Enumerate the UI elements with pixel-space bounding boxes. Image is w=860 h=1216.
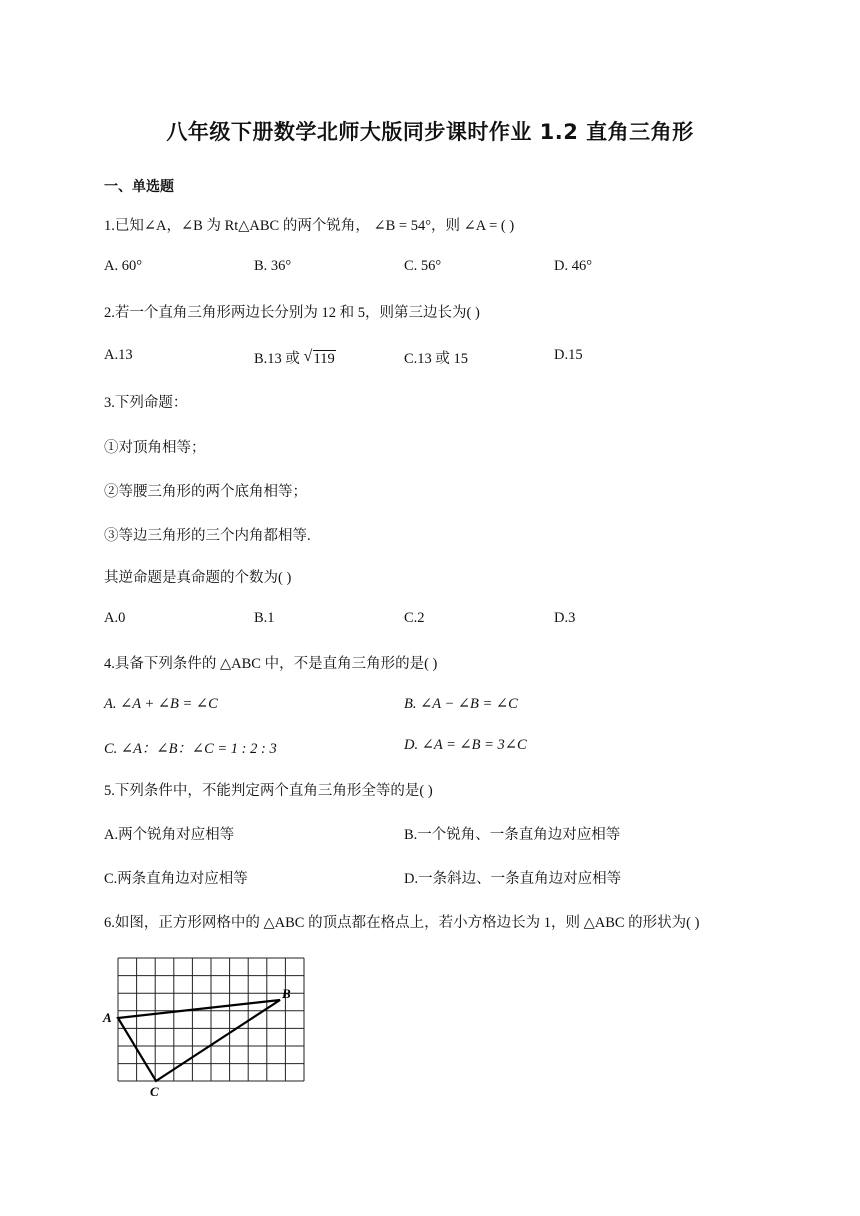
question-3-option-a: A.0 [104,610,126,626]
question-5-option-a: A.两个锐角对应相等 [104,827,235,843]
question-6-stem: 6.如图，正方形网格中的 △ABC 的顶点都在格点上，若小方格边长为 1，则 △ABC 的形状为( ) [104,915,700,931]
question-5-option-d: D.一条斜边、一条直角边对应相等 [404,871,622,887]
question-3-prop-1: ①对顶角相等； [104,440,206,456]
section-heading: 一、单选题 [104,179,174,195]
question-4-option-c: C. ∠A：∠B：∠C = 1 : 2 : 3 [104,741,277,757]
vertex-label-a: A [103,1010,112,1025]
question-4-option-b: B. ∠A − ∠B = ∠C [404,696,518,712]
question-5-option-c: C.两条直角边对应相等 [104,871,248,887]
radicand: 119 [313,351,335,367]
grid-triangle-figure [100,950,320,1100]
question-2-option-a: A.13 [104,347,133,363]
question-2-option-c: C.13 或 15 [404,351,469,367]
question-2-stem: 2.若一个直角三角形两边长分别为 12 和 5，则第三边长为( ) [104,305,480,321]
question-1-option-c: C. 56° [404,258,442,274]
vertex-label-b: B [282,986,291,1001]
question-3-option-c: C.2 [404,610,425,626]
question-4-option-a: A. ∠A + ∠B = ∠C [104,696,218,712]
question-4-stem: 4.具备下列条件的 △ABC 中，不是直角三角形的是( ) [104,656,438,672]
triangle-abc [118,1000,280,1081]
question-3-stem: 3.下列命题： [104,395,188,411]
question-2-option-b-text: B.13 或 [254,351,300,367]
question-3-option-b: B.1 [254,610,275,626]
question-1-stem: 1.已知∠A，∠B 为 Rt△ABC 的两个锐角， ∠B = 54°，则 ∠A = ( ) [104,218,515,234]
question-2-option-b [254,347,336,368]
question-3-prop-3: ③等边三角形的三个内角都相等. [104,528,311,544]
question-3-prop-2: ②等腰三角形的两个底角相等； [104,484,307,500]
vertex-label-c: C [150,1084,159,1099]
question-3-option-d: D.3 [554,610,576,626]
sqrt-symbol: √ 119 [303,348,335,367]
question-3-ask: 其逆命题是真命题的个数为( ) [104,570,292,586]
question-5-stem: 5.下列条件中，不能判定两个直角三角形全等的是( ) [104,783,433,799]
page-title: 八年级下册数学北师大版同步课时作业 1.2 直角三角形 [166,120,694,144]
question-1-option-b: B. 36° [254,258,292,274]
question-4-option-d: D. ∠A = ∠B = 3∠C [404,737,527,753]
question-1-option-a: A. 60° [104,258,143,274]
question-5-option-b: B.一个锐角、一条直角边对应相等 [404,827,621,843]
question-1-option-d: D. 46° [554,258,593,274]
question-2-option-d: D.15 [554,347,583,363]
